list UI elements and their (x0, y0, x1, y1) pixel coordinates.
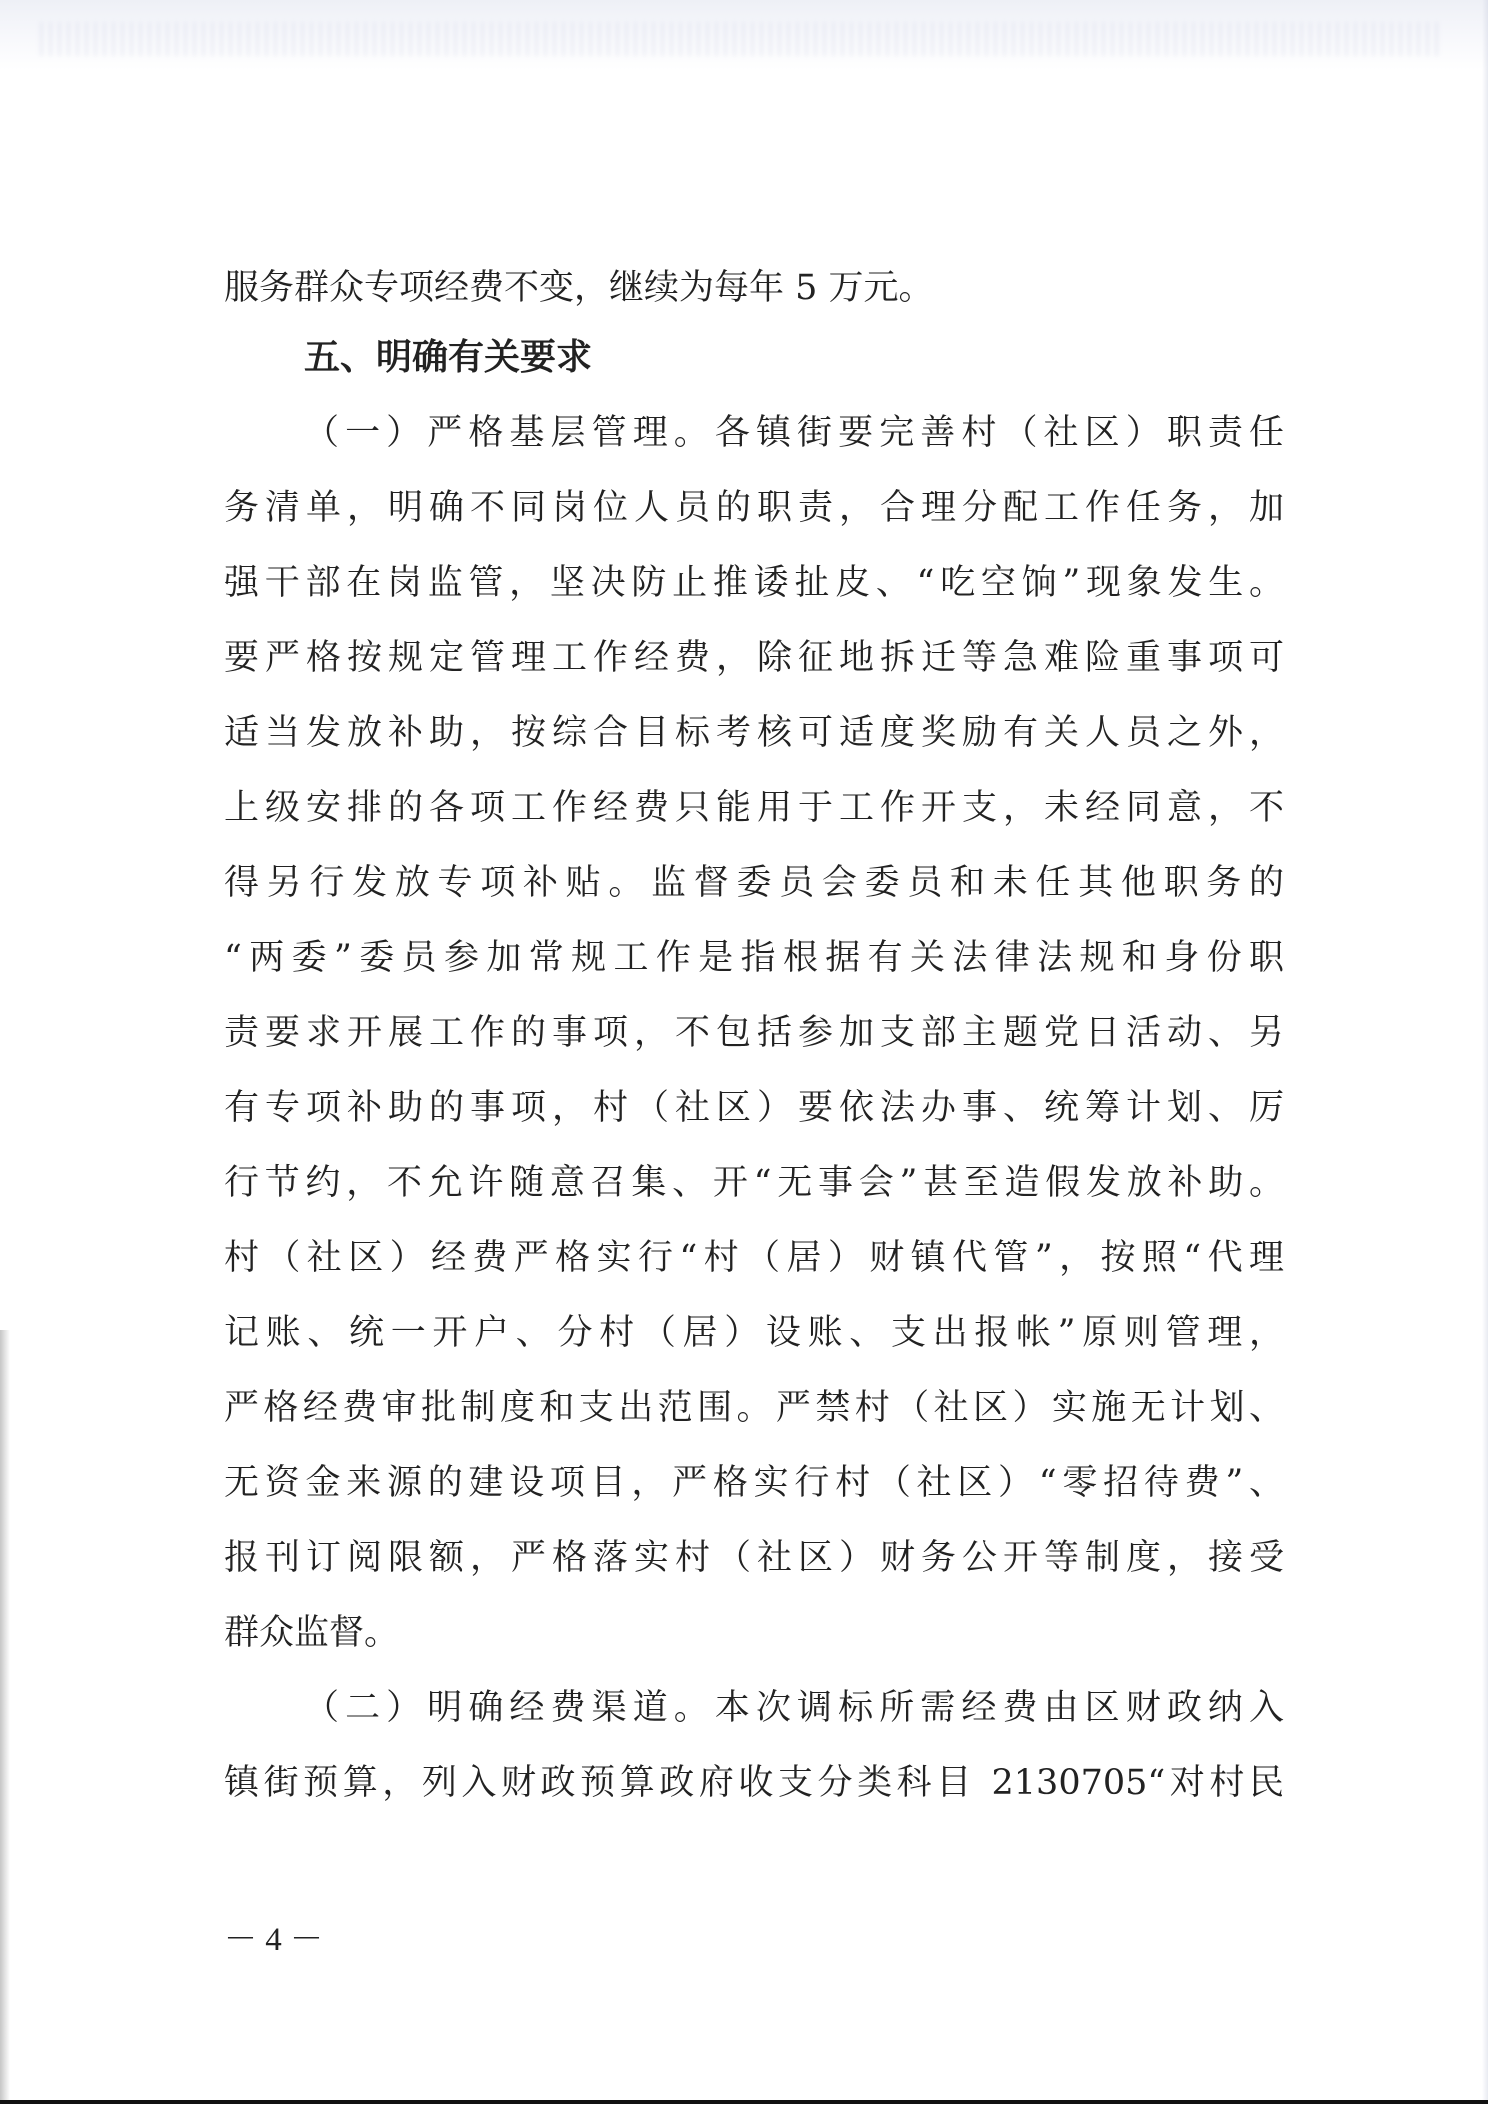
body-line-13: 行节约，不允许随意召集、开“无事会”甚至造假发放补助。 (224, 1163, 1284, 1203)
body-line-4: 务清单，明确不同岗位人员的职责，合理分配工作任务，加 (224, 488, 1284, 528)
body-line-14: 村（社区）经费严格实行“村（居）财镇代管”，按照“代理 (224, 1238, 1284, 1278)
scan-right-edge (1482, 0, 1488, 2104)
body-line-8: 上级安排的各项工作经费只能用于工作开支，未经同意，不 (224, 788, 1284, 828)
page-number: － 4 － (224, 1922, 323, 1958)
scan-bottom-edge (0, 2100, 1488, 2104)
body-line-21: 镇街预算，列入财政预算政府收支分类科目 2130705“对村民 (224, 1763, 1284, 1803)
section-heading-5: 五、明确有关要求 (304, 337, 593, 378)
body-line-9: 得另行发放专项补贴。监督委员会委员和未任其他职务的 (224, 863, 1284, 903)
body-line-11: 责要求开展工作的事项，不包括参加支部主题党日活动、另 (224, 1013, 1284, 1053)
body-line-7: 适当发放补助，按综合目标考核可适度奖励有关人员之外， (224, 713, 1284, 753)
body-line-16: 严格经费审批制度和支出范围。严禁村（社区）实施无计划、 (224, 1388, 1284, 1428)
scan-left-shadow (0, 1330, 10, 2104)
subsection-2-first-line: （二）明确经费渠道。本次调标所需经费由区财政纳入 (304, 1688, 1284, 1728)
scan-top-bleedthrough (40, 22, 1440, 56)
body-line-5: 强干部在岗监管，坚决防止推诿扯皮、“吃空饷”现象发生。 (224, 563, 1284, 603)
body-line-6: 要严格按规定管理工作经费，除征地拆迁等急难险重事项可 (224, 638, 1284, 678)
body-line-17: 无资金来源的建设项目，严格实行村（社区）“零招待费”、 (224, 1463, 1284, 1503)
body-line-19: 群众监督。 (224, 1613, 400, 1653)
body-line-15: 记账、统一开户、分村（居）设账、支出报帐”原则管理， (224, 1313, 1284, 1353)
subsection-1-first-line: （一）严格基层管理。各镇街要完善村（社区）职责任 (304, 413, 1284, 453)
body-line-1: 服务群众专项经费不变，继续为每年 5 万元。 (224, 268, 934, 308)
body-line-12: 有专项补助的事项，村（社区）要依法办事、统筹计划、厉 (224, 1088, 1284, 1128)
body-line-10: “两委”委员参加常规工作是指根据有关法律法规和身份职 (224, 938, 1284, 978)
body-line-18: 报刊订阅限额，严格落实村（社区）财务公开等制度，接受 (224, 1538, 1284, 1578)
